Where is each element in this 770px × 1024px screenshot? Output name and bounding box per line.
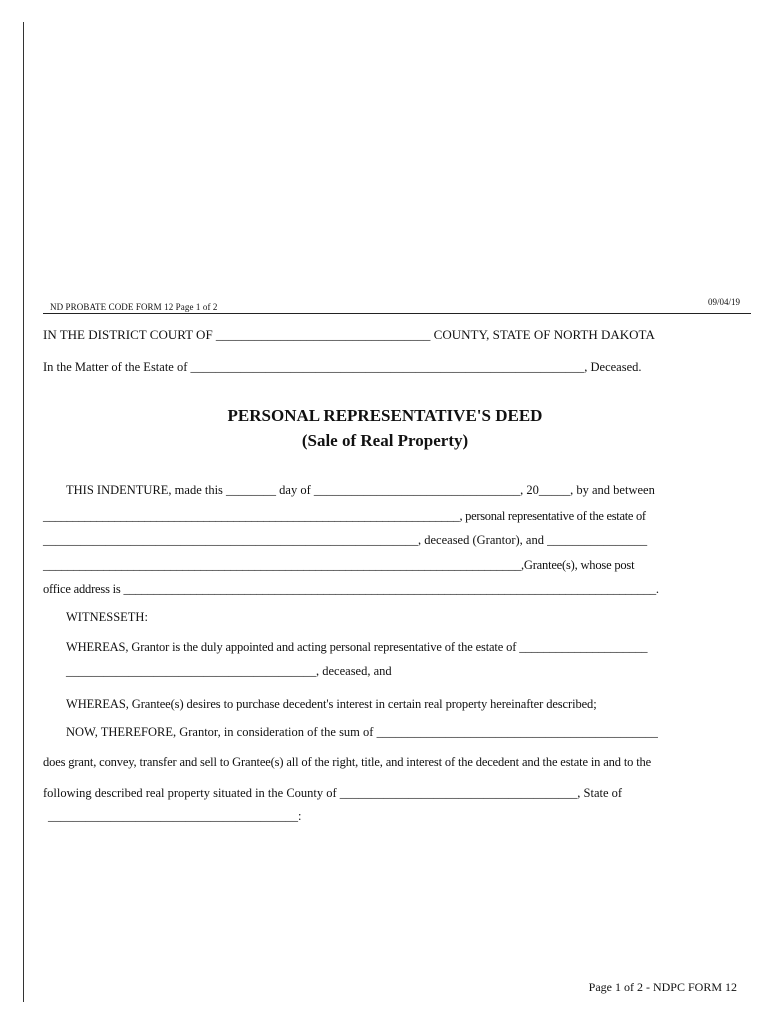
grant-line: does grant, convey, transfer and sell to Grantee(s) all of the right, title, and interest of the decedent and the estate in and to the <box>43 755 652 769</box>
revision-date: 09/04/19 <box>707 297 740 307</box>
page-footer: Page 1 of 2 - NDPC FORM 12 <box>588 980 737 994</box>
whereas-line-1b: ________________________________________, deceased, and <box>66 664 392 678</box>
state-blank-line: ________________________________________: <box>48 809 302 823</box>
indenture-line-2: ______________________________________________________________________, personal representative of the estate of <box>43 509 646 523</box>
left-margin-rule <box>23 22 24 1002</box>
indenture-line-5: office address is ________________________________________________________________________________________. <box>43 582 659 596</box>
header-divider <box>43 313 751 314</box>
indenture-line-4: _______________________________________________________________________________,Grantee(s), whose post <box>43 558 635 572</box>
whereas-line-2: WHEREAS, Grantee(s) desires to purchase decedent's interest in certain real property hereinafter described; <box>66 697 597 711</box>
estate-matter-line: In the Matter of the Estate of _______________________________________________________________, Deceased. <box>43 360 642 374</box>
now-therefore-line: NOW, THEREFORE, Grantor, in consideration of the sum of _____________________________________________ <box>66 725 658 739</box>
witnesseth-heading: WITNESSETH: <box>66 610 148 624</box>
following-line: following described real property situated in the County of ______________________________________, State of <box>43 786 623 800</box>
indenture-line-1: THIS INDENTURE, made this ________ day of _________________________________, 20_____, by and between <box>66 483 655 497</box>
whereas-line-1a: WHEREAS, Grantor is the duly appointed and acting personal representative of the estate of _____________________ <box>66 640 648 654</box>
document-title: PERSONAL REPRESENTATIVE'S DEED <box>227 406 543 425</box>
court-line: IN THE DISTRICT COURT OF _________________________________ COUNTY, STATE OF NORTH DAKOTA <box>43 327 655 342</box>
form-id-header: ND PROBATE CODE FORM 12 Page 1 of 2 <box>50 302 218 312</box>
indenture-line-3: ____________________________________________________________, deceased (Grantor), and ________________ <box>43 533 648 547</box>
document-subtitle: (Sale of Real Property) <box>301 431 469 450</box>
